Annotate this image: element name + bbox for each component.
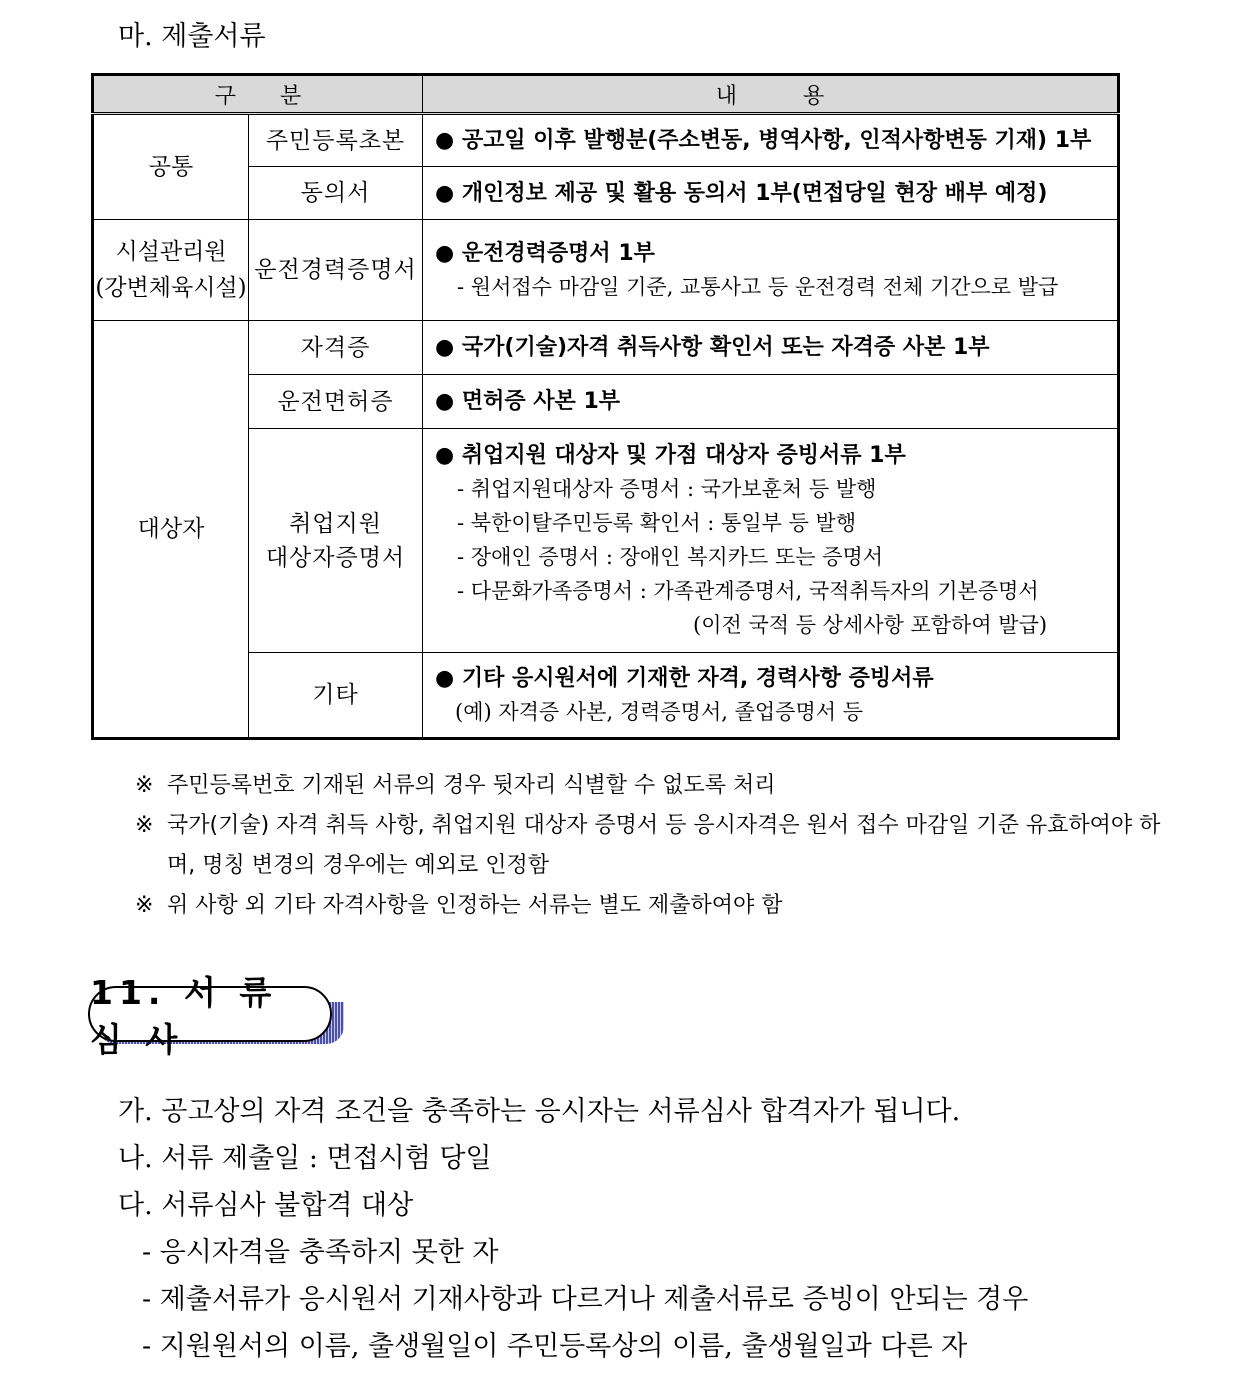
- note-item: [135, 806, 1175, 886]
- sub-line: - 장애인 증명서 : 장애인 복지카드 또는 증명서: [457, 545, 884, 569]
- category-facility-manager: 시설관리원 (강변체육시설): [93, 220, 249, 321]
- doc-name: 운전경력증명서: [249, 220, 423, 321]
- notes-list: [135, 766, 1175, 926]
- body-line: 다. 서류심사 불합격 대상: [118, 1190, 414, 1221]
- table-row: [93, 220, 1119, 321]
- doc-content: [423, 220, 1119, 321]
- section-heading-document-review: 11. 서 류 심 사: [88, 986, 332, 1042]
- note-mark: ※: [135, 893, 154, 918]
- doc-content: [423, 114, 1119, 167]
- doc-name: 기타: [249, 653, 423, 739]
- bullet-line: ● 공고일 이후 발행분(주소변동, 병역사항, 인적사항변동 기재) 1부: [435, 128, 1092, 153]
- bullet-line: ● 기타 응시원서에 기재한 자격, 경력사항 증빙서류: [435, 665, 934, 691]
- doc-name: 운전면허증: [249, 375, 423, 429]
- dash-item: - 제출서류가 응시원서 기재사항과 다르거나 제출서류로 증빙이 안되는 경우: [142, 1284, 1029, 1315]
- note-text: 위 사항 외 기타 자격사항을 인정하는 서류는 별도 제출하여야 함: [167, 893, 783, 918]
- category-target: 대상자: [93, 321, 249, 739]
- body-line: 가. 공고상의 자격 조건을 충족하는 응시자는 서류심사 합격자가 됩니다.: [118, 1096, 961, 1127]
- dash-item: - 지원원서의 이름, 출생월일이 주민등록상의 이름, 출생월일과 다른 자: [142, 1331, 968, 1362]
- doc-name: 자격증: [249, 321, 423, 375]
- bullet-line: ● 취업지원 대상자 및 가점 대상자 증빙서류 1부: [435, 443, 906, 468]
- bullet-line: ● 운전경력증명서 1부: [435, 240, 655, 266]
- dash-item: - 응시자격을 충족하지 못한 자: [142, 1237, 499, 1268]
- sub-line: - 취업지원대상자 증명서 : 국가보훈처 등 발행: [457, 477, 877, 501]
- category-common: 공통: [93, 114, 249, 220]
- doc-name: 취업지원 대상자증명서: [249, 429, 423, 653]
- bullet-line: ● 면허증 사본 1부: [435, 389, 621, 414]
- header-content: 내 용: [423, 75, 1119, 114]
- note-text: 주민등록번호 기재된 서류의 경우 뒷자리 식별할 수 없도록 처리: [167, 773, 776, 798]
- table-header-row: [93, 75, 1119, 114]
- sub-line: (이전 국적 등 상세사항 포함하여 발급): [693, 613, 1048, 637]
- bullet-line: ● 개인정보 제공 및 활용 동의서 1부(면접당일 현장 배부 예정): [435, 180, 1048, 206]
- table-row: [93, 321, 1119, 375]
- sub-line: - 원서접수 마감일 기준, 교통사고 등 운전경력 전체 기간으로 발급: [457, 274, 1059, 299]
- sub-line: - 북한이탈주민등록 확인서 : 통일부 등 발행: [457, 511, 857, 535]
- sub-line: (예) 자격증 사본, 경력증명서, 졸업증명서 등: [455, 699, 863, 724]
- body-line: 나. 서류 제출일 : 면접시험 당일: [118, 1143, 492, 1174]
- doc-name: 동의서: [249, 167, 423, 220]
- doc-content: [423, 167, 1119, 220]
- note-mark: ※: [135, 813, 154, 838]
- doc-content: [423, 375, 1119, 429]
- doc-content: [423, 429, 1119, 653]
- table-row: [93, 114, 1119, 167]
- doc-content: [423, 653, 1119, 739]
- section-heading-badge: [88, 973, 344, 1059]
- header-category: 구 분: [93, 75, 423, 114]
- sub-line: - 다문화가족증명서 : 가족관계증명서, 국적취득자의 기본증명서: [457, 579, 1039, 603]
- submission-documents-table: [91, 73, 1120, 740]
- document-review-body: [118, 1088, 1028, 1370]
- section-title-submission-documents: 마. 제출서류: [118, 21, 266, 52]
- bullet-line: ● 국가(기술)자격 취득사항 확인서 또는 자격증 사본 1부: [435, 335, 990, 360]
- note-item: [135, 886, 1175, 926]
- note-mark: ※: [135, 773, 154, 798]
- doc-name: 주민등록초본: [249, 114, 423, 167]
- doc-content: [423, 321, 1119, 375]
- note-item: [135, 766, 1175, 806]
- note-text: 국가(기술) 자격 취득 사항, 취업지원 대상자 증명서 등 응시자격은 원서 접수 마감일 기준 유효하여야 하며, 명칭 변경의 경우에는 예외로 인정함: [167, 813, 1161, 878]
